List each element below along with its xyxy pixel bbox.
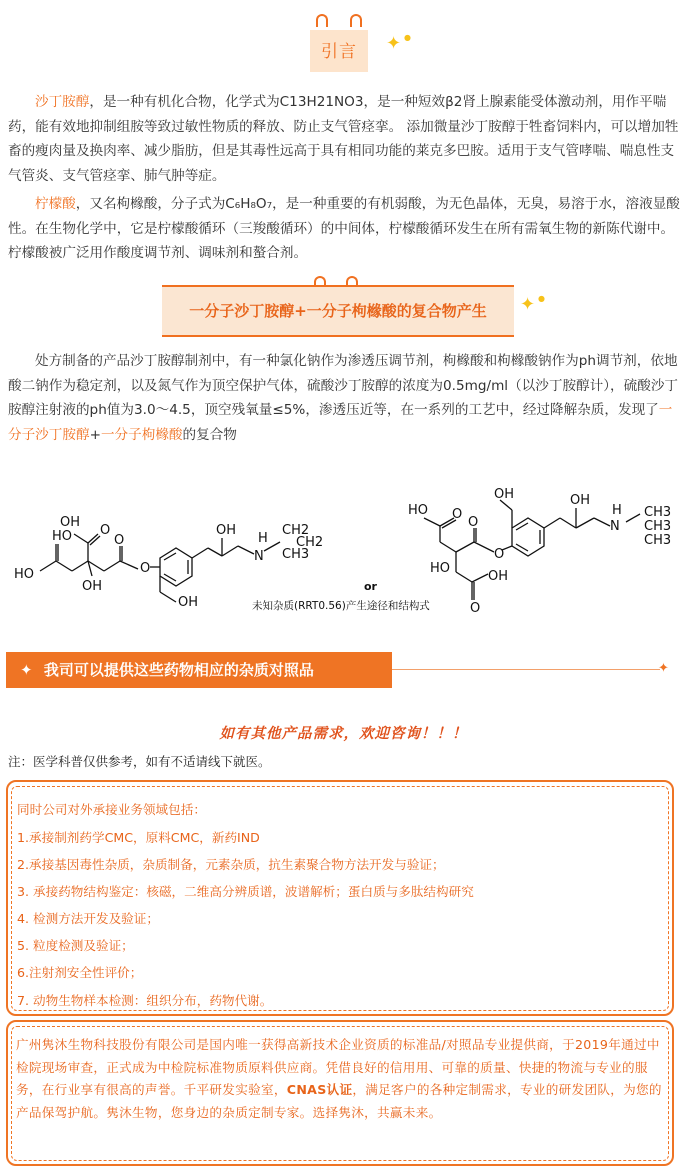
label-oh: OH [60, 515, 81, 530]
star-icon: ✦ [658, 661, 669, 676]
service-item-6: 6.注射剂安全性评价； [17, 965, 143, 980]
label-ho-ring: HO [430, 561, 451, 576]
label-ch3: CH3 [282, 547, 310, 562]
highlight-salbutamol: 一分子沙丁胺醇 [8, 402, 673, 443]
label-ch2: CH2 [282, 523, 310, 538]
salbutamol-paragraph [8, 90, 680, 188]
sparkle-icon: ✦ [520, 294, 536, 315]
label-oh: OH [494, 487, 515, 502]
label-oh: OH [178, 595, 199, 610]
label-ho: HO [408, 503, 429, 518]
company-text-b: ，满足客户的各种定制需求，专业的研发团队，为您的产品保驾护航。隽沐生物，您身边的杂质定制专家。选择隽沐，共赢未来。 [16, 1082, 662, 1120]
label-o: O [452, 507, 463, 522]
term-salbutamol: 沙丁胺醇 [35, 94, 90, 110]
plus-sign: + [89, 426, 101, 443]
label-n: N [254, 549, 264, 564]
label-oh: OH [82, 579, 103, 594]
service-item-5: 5. 粒度检测及验证； [17, 938, 134, 953]
citric-acid-paragraph [8, 192, 680, 266]
citric-acid-description: ，又名枸橼酸，分子式为C₆H₈O₇，是一种重要的有机弱酸，为无色晶体，无臭，易溶于水，溶液显酸性。在生物化学中，它是柠檬酸循环（三羧酸循环）的中间体，柠檬酸循环发生在所有需氧生物的新陈代谢中。柠檬酸被广泛用作酸度调节剂、调味剂和螯合剂。 [8, 196, 680, 261]
term-citric-acid: 柠檬酸 [35, 196, 76, 212]
title-ring-icon [350, 14, 362, 27]
sparkle-icon: ✦ [386, 33, 402, 54]
label-ch3: CH3 [644, 505, 672, 520]
formulation-paragraph [8, 349, 680, 447]
intro-title: 引言 [310, 30, 368, 72]
label-o: O [494, 547, 505, 562]
label-h: H [612, 503, 622, 518]
label-oh-ring: OH [488, 569, 509, 584]
medical-disclaimer: 注：医学科普仅供参考，如有不适请线下就医。 [8, 754, 271, 769]
label-ch3: CH3 [644, 533, 672, 548]
label-n: N [610, 519, 620, 534]
label-ho: HO [14, 567, 35, 582]
formulation-text: 处方制备的产品沙丁胺醇制剂中，有一种氯化钠作为渗透压调节剂，枸橼酸和枸橼酸钠作为ph调节剂，依地酸二钠作为稳定剂，以及氮气作为顶空保护气体，硫酸沙丁胺醇的浓度为0.5mg/ml（以沙丁胺醇计），硫酸沙丁胺醇注射液的ph值为3.0～4.5，顶空残氧量≤5%，渗透压近等，在一系列的工艺中，经过降解杂质，发现了 [8, 353, 679, 418]
label-o: O [470, 601, 481, 616]
label-ch2: CH2 [296, 535, 324, 550]
service-item-4: 4. 检测方法开发及验证； [17, 911, 159, 926]
label-ho: HO [52, 529, 73, 544]
star-icon: ✦ [20, 661, 33, 679]
title-ring-icon [316, 14, 328, 27]
company-text-a: 广州隽沐生物科技股份有限公司是国内唯一获得高新技术企业资质的标准品/对照品专业提供商，于2019年通过中检院现场审查，正式成为中检院标准物质原料供应商。凭借良好的信用用、可靠的质量、快捷的物流与专业的服务，在行业享有很高的声誉。千平研发实验室， [16, 1037, 660, 1097]
label-o: O [100, 523, 111, 538]
highlight-citric-acid: 一分子枸橼酸 [100, 426, 183, 443]
consult-message: 如有其他产品需求，欢迎咨询！！！ [219, 726, 468, 742]
label-h: H [258, 531, 268, 546]
structure-or-label: or [364, 580, 377, 593]
label-o: O [140, 561, 151, 576]
structure-caption: 未知杂质(RRT0.56)产生途径和结构式 [252, 600, 430, 612]
complex-section-title: 一分子沙丁胺醇+一分子枸橼酸的复合物产生 [162, 285, 514, 337]
impurity-structure-diagram [0, 476, 687, 616]
service-item-7: 7. 动物生物样本检测：组织分布，药物代谢。 [17, 993, 273, 1008]
label-oh: OH [216, 523, 237, 538]
label-oh: OH [570, 493, 591, 508]
label-ch3: CH3 [644, 519, 672, 534]
sparkle-dot-icon: ● [404, 33, 411, 42]
cnas-certification: CNAS认证 [286, 1082, 353, 1097]
service-item-3: 3. 承接药物结构鉴定：核磁，二维高分辨质谱，波谱解析；蛋白质与多肽结构研究 [17, 884, 474, 899]
service-item-2: 2.承接基因毒性杂质，杂质制备，元素杂质，抗生素聚合物方法开发与验证； [17, 857, 445, 872]
label-o: O [468, 515, 479, 530]
banner-divider [392, 669, 660, 670]
service-item-1: 1.承接制剂药学CMC，原料CMC，新药IND [17, 830, 260, 845]
company-introduction [16, 1034, 664, 1124]
formulation-tail: 的复合物 [182, 426, 237, 443]
banner-text: 我司可以提供这些药物相应的杂质对照品 [43, 661, 314, 679]
sparkle-dot-icon: ● [538, 294, 545, 303]
services-heading: 同时公司对外承接业务领域包括： [17, 802, 206, 817]
label-o: O [114, 533, 125, 548]
reference-standards-banner [6, 652, 392, 688]
salbutamol-description: ，是一种有机化合物，化学式为C13H21NO3，是一种短效β2肾上腺素能受体激动剂，用作平喘药，能有效地抑制组胺等致过敏性物质的释放、防止支气管痉挛。 添加微量沙丁胺醇于牲畜饲料内，可以增加牲畜的瘦肉量及换肉率、减少脂肪，但是其毒性远高于具有相同功能的莱克多巴胺。适用于支气管哮喘、喘息性支气管炎、支气管痉挛、肺气肿等症。 [8, 94, 679, 184]
